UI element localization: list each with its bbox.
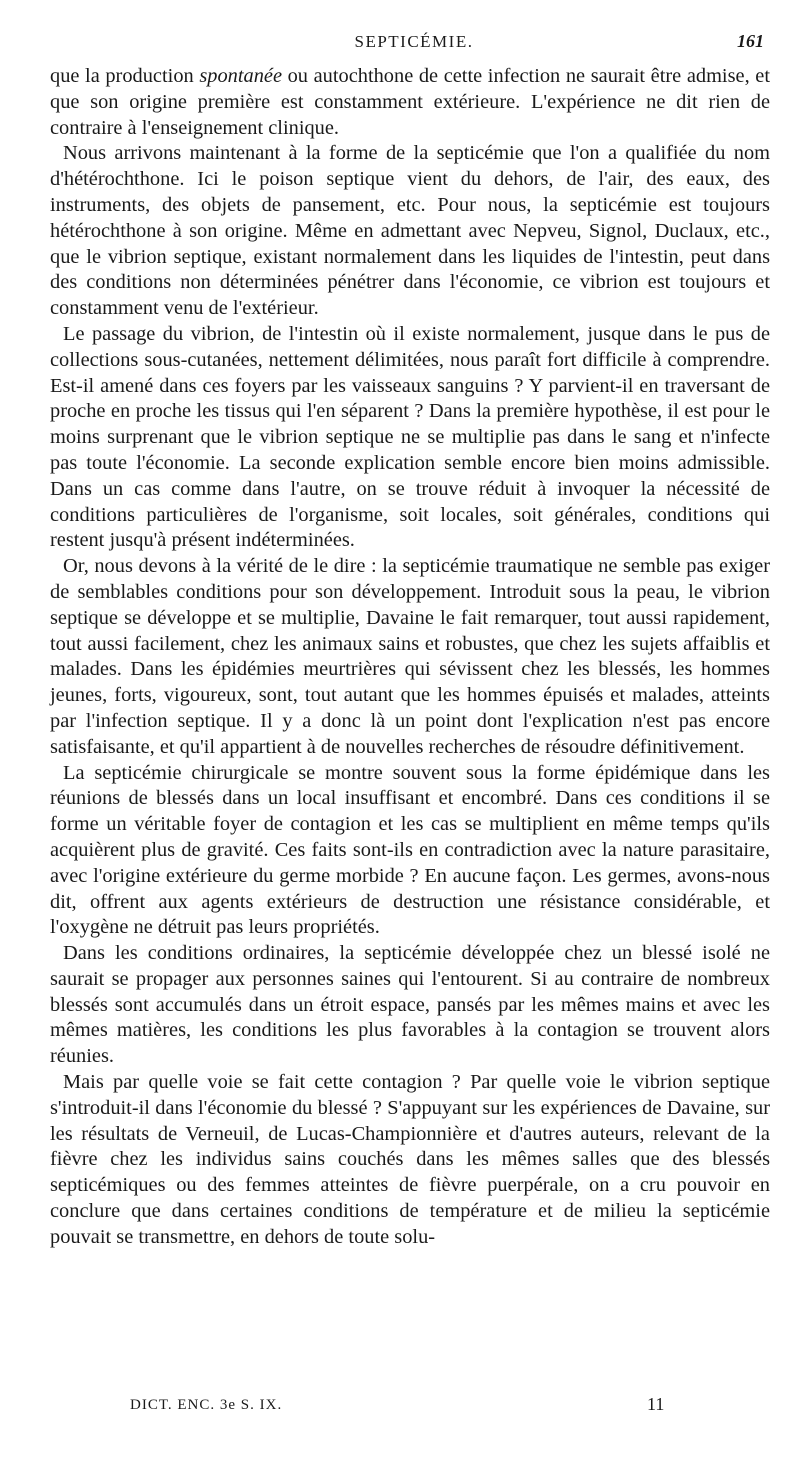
- emphasized-word: spontanée: [199, 65, 282, 87]
- paragraph-7: Mais par quelle voie se fait cette contagion ? Par quelle voie le vibrion septique s'introduit-il dans l'économie du blessé ? S'appuyant sur les expériences de Davaine, sur les résultats de Verneuil, de Lucas-Championnière et d'autres auteurs, relevant de la fièvre chez les individus sains couchés dans les mêmes salles que des blessés septicémiques ou des femmes atteintes de fièvre puerpérale, on a cru pouvoir en conclure que dans certaines conditions de température et de milieu la septicémie pouvait se transmettre, en dehors de toute solu-: [50, 1071, 770, 1248]
- article-body: [50, 64, 770, 1251]
- sheet-number: 11: [647, 1394, 665, 1414]
- paragraph-6: Dans les conditions ordinaires, la septicémie développée chez un blessé isolé ne saurait se propager aux personnes saines qui l'entourent. Si au contraire de nombreux blessés sont accumulés dans un étroit espace, pansés par les mêmes mains et avec les mêmes matières, les conditions les plus favorables à la contagion se trouvent alors réunies.: [50, 942, 770, 1068]
- paragraph-1: [50, 64, 770, 141]
- printer-signature: DICT. ENC. 3e S. IX.: [130, 1397, 283, 1413]
- page-footer: [50, 1394, 770, 1421]
- paragraph-3: Le passage du vibrion, de l'intestin où il existe normalement, jusque dans le pus de collections sous-cutanées, nettement délimitées, nous paraît fort difficile à comprendre. Est-il amené dans ces foyers par les vaisseaux sanguins ? Y parvient-il en traversant de proche en proche les tissus qui l'en séparent ? Dans la première hypothèse, il est pour le moins surprenant que le vibrion septique ne se multiplie pas dans le sang et n'infecte pas toute l'économie. La seconde explication semble encore bien moins admissible. Dans un cas comme dans l'autre, on se trouve réduit à invoquer la nécessité de conditions particulières de l'organisme, soit locales, soit générales, conditions qui restent jusqu'à présent indéterminées.: [50, 322, 770, 552]
- paragraph-4: Or, nous devons à la vérité de le dire : la septicémie traumatique ne semble pas exiger de semblables conditions pour son développement. Introduit sous la peau, le vibrion septique se développe et se multiplie, Davaine le fait remarquer, tout aussi rapidement, tout aussi facilement, chez les animaux sains et robustes, que chez les sujets affaiblis et malades. Dans les épidémies meurtrières qui sévissent chez les blessés, les hommes jeunes, forts, vigoureux, sont, tout autant que les hommes épuisés et malades, atteints par l'infection septique. Il y a donc là un point dont l'explication n'est pas encore satisfaisante, et qu'il appartient à de nouvelles recherches de résoudre définitivement.: [50, 555, 770, 758]
- page-header: [58, 32, 770, 56]
- paragraph-5: La septicémie chirurgicale se montre souvent sous la forme épidémique dans les réunions de blessés dans un local insuffisant et encombré. Dans ces conditions il se forme un véritable foyer de contagion et les cas se multiplient en même temps qu'ils acquièrent plus de gravité. Ces faits sont-ils en contradiction avec la nature parasitaire, avec l'origine extérieure du germe morbide ? En aucune façon. Les germes, avons-nous dit, offrent aux agents extérieurs de destruction une résistance considérable, et l'oxygène ne détruit pas leurs propriétés.: [50, 761, 770, 939]
- paragraph-1-text: ou autochthone de cette infection ne saurait être admise, et que son origine première est constamment extérieure. L'expérience ne dit rien de contraire à l'enseignement clinique.: [50, 65, 770, 139]
- running-title: SEPTICÉMIE.: [354, 32, 474, 51]
- paragraph-1-lead: que la production: [50, 65, 200, 87]
- paragraph-2: Nous arrivons maintenant à la forme de la septicémie que l'on a qualifiée du nom d'hétérochthone. Ici le poison septique vient du dehors, de l'air, des eaux, des instruments, des objets de pansement, etc. Pour nous, la septicémie est toujours hétérochthone à son origine. Même en admettant avec Nepveu, Signol, Duclaux, etc., que le vibrion septique, existant normalement dans les liquides de l'intestin, peut dans des conditions non déterminées pénétrer dans l'économie, ce vibrion est toujours et constamment venu de l'extérieur.: [50, 142, 770, 320]
- page-number: 161: [737, 31, 764, 51]
